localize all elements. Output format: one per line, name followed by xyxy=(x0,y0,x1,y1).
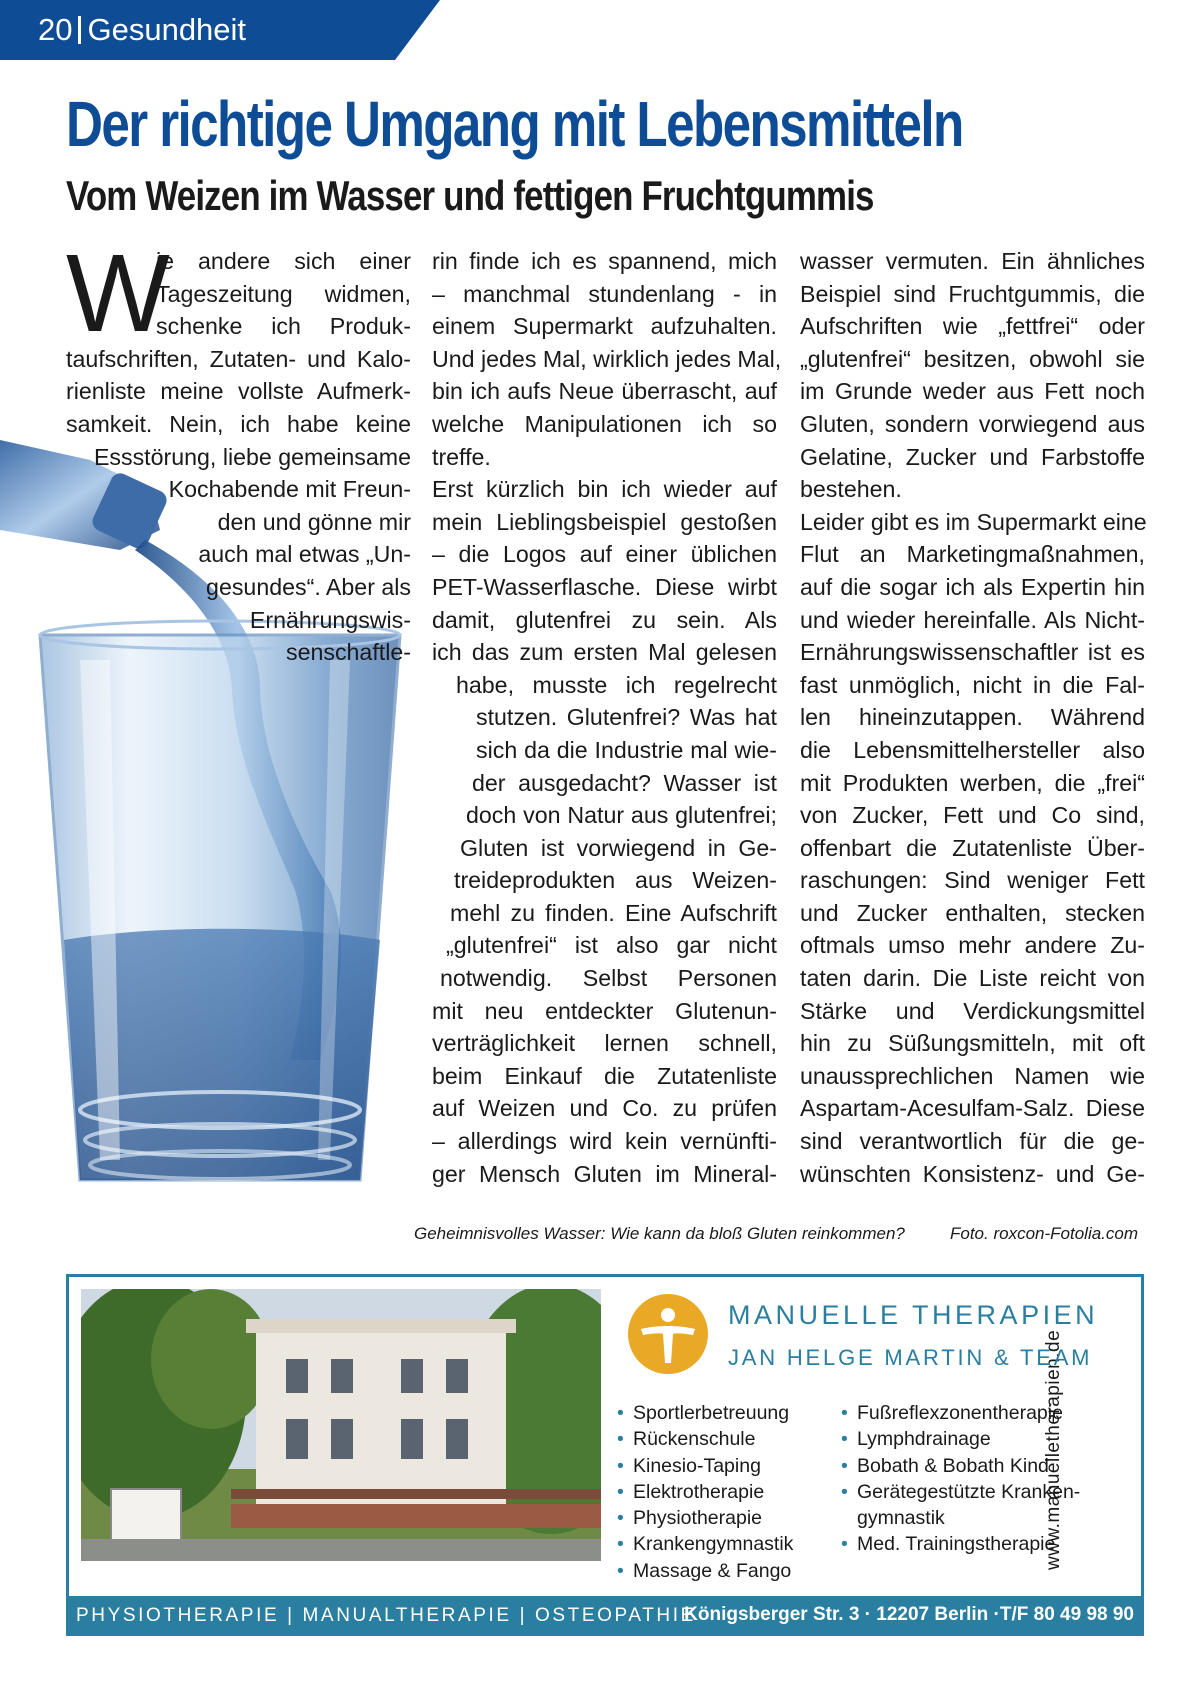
list-item: • Lymphdrainage xyxy=(841,1426,1080,1452)
text-line: von Zucker, Fett und Co sind, xyxy=(800,802,1145,829)
list-item: • Gerätegestützte Kranken- xyxy=(841,1479,1080,1505)
text-line: wünschten Konsistenz- und Ge- xyxy=(800,1160,1145,1187)
text-line: Ernährungswis- xyxy=(249,606,411,633)
list-item: • Fußreflexzonentherapie xyxy=(841,1400,1080,1426)
text-line: Flut an Marketingmaßnahmen, xyxy=(800,541,1145,568)
text-line: raschungen: Sind weniger Fett xyxy=(800,867,1145,894)
text-line: welche Manipulationen ich so xyxy=(432,410,777,437)
separator xyxy=(78,16,81,44)
practice-building-photo xyxy=(81,1289,601,1561)
text-line: „glutenfrei“ ist also gar nicht xyxy=(446,932,777,959)
text-line: verträglichkeit lernen schnell, xyxy=(432,1030,777,1057)
text-line: Ernährungswissenschaftler ist es xyxy=(800,639,1145,666)
text-line: oftmals umso mehr andere Zu- xyxy=(800,932,1145,959)
text-line: habe, musste ich regelrecht xyxy=(456,671,777,698)
list-item: • Massage & Fango xyxy=(617,1558,793,1584)
text-line: Erst kürzlich bin ich wieder auf xyxy=(432,476,777,503)
services-list-left xyxy=(617,1400,793,1584)
text-line: Essstörung, liebe gemeinsame xyxy=(93,443,411,470)
text-line: Gluten, sondern vorwiegend aus xyxy=(800,410,1145,437)
text-line: – die Logos auf einer üblichen xyxy=(432,541,777,568)
text-line: „glutenfrei“ besitzen, obwohl sie xyxy=(800,345,1145,372)
text-line: und Zucker enthalten, stecken xyxy=(800,899,1145,926)
text-line: der ausgedacht? Wasser ist xyxy=(472,769,777,796)
text-line: wasser vermuten. Ein ähnliches xyxy=(800,248,1145,274)
text-line: Kochabende mit Freun- xyxy=(168,476,411,503)
text-line: Tageszeitung widmen, xyxy=(156,280,411,307)
text-line: im Grunde weder aus Fett noch xyxy=(800,378,1145,405)
text-line: taten darin. Die Liste reicht von xyxy=(800,965,1145,992)
text-line: schenke ich Produk- xyxy=(156,313,411,340)
text-line: und wieder hereinfalle. Als Nicht- xyxy=(800,606,1145,633)
text-line: sich da die Industrie mal wie- xyxy=(476,736,777,763)
article-column-1 xyxy=(66,232,411,669)
page-number: 20 xyxy=(38,12,73,47)
manuelle-therapien-logo xyxy=(627,1293,709,1375)
text-line: doch von Natur aus glutenfrei; xyxy=(466,802,777,829)
ad-disciplines: PHYSIOTHERAPIE | MANUALTHERAPIE | OSTEOPATHIE xyxy=(76,1605,696,1626)
text-line: Stärke und Verdickungsmittel xyxy=(800,997,1145,1024)
text-line: auch mal etwas „Un- xyxy=(198,541,411,568)
text-line: auf die sogar ich als Expertin hin xyxy=(800,573,1145,600)
section-name: Gesundheit xyxy=(87,12,247,47)
text-line: senschaftle- xyxy=(285,639,411,666)
text-line: einem Supermarkt aufzuhalten. xyxy=(432,313,777,340)
list-item: gymnastik xyxy=(857,1507,945,1530)
text-line: Aufschriften wie „fettfrei“ oder xyxy=(800,313,1145,340)
text-line: sind verantwortlich für die ge- xyxy=(800,1128,1145,1155)
list-item: • Sportlerbetreuung xyxy=(617,1400,793,1426)
article-column-3 xyxy=(800,245,1145,1190)
text-line: stutzen. Glutenfrei? Was hat xyxy=(476,704,777,731)
text-line: Gelatine, Zucker und Farbstoffe xyxy=(800,443,1145,470)
article-subheadline: Vom Weizen im Wasser und fettigen Fruchtgummis xyxy=(66,172,874,219)
text-line: Beispiel sind Fruchtgummis, die xyxy=(800,280,1145,307)
text-line: notwendig. Selbst Personen xyxy=(440,965,777,992)
drop-cap: W xyxy=(66,232,170,355)
ad-footer-bar xyxy=(66,1596,1144,1636)
section-label xyxy=(38,12,246,48)
text-line: len hineinzutappen. Während xyxy=(800,704,1145,731)
list-item: • Kinesio-Taping xyxy=(617,1453,793,1479)
text-line: damit, glutenfrei zu sein. Als xyxy=(432,606,777,633)
ad-brand-name: MANUELLE THERAPIEN xyxy=(728,1300,1099,1330)
text-line: – allerdings wird kein vernünfti- xyxy=(432,1128,777,1155)
text-line: gesundes“. Aber als xyxy=(206,573,411,600)
text-line: rienliste meine vollste Aufmerk- xyxy=(66,378,411,405)
image-caption: Geheimnisvolles Wasser: Wie kann da bloß Gluten reinkommen? xyxy=(414,1224,905,1243)
text-line: – manchmal stundenlang - in xyxy=(432,280,777,307)
text-line: treideprodukten aus Weizen- xyxy=(454,867,777,894)
text-line: PET-Wasserflasche. Diese wirbt xyxy=(432,573,777,600)
list-item: • Bobath & Bobath Kind xyxy=(841,1453,1080,1479)
ad-owner-name: JAN HELGE MARTIN & TEAM xyxy=(728,1345,1093,1370)
list-item: • Physiotherapie xyxy=(617,1505,793,1531)
list-item: • Krankengymnastik xyxy=(617,1531,793,1557)
text-line: rin finde ich es spannend, mich xyxy=(432,248,777,274)
text-line: taufschriften, Zutaten- und Kalo- xyxy=(66,345,411,372)
text-line: Aspartam-Acesulfam-Salz. Diese xyxy=(800,1095,1145,1122)
website-url[interactable]: www.manuelletherapien.de xyxy=(1043,1329,1064,1570)
text-line: die Lebensmittelhersteller also xyxy=(800,736,1145,763)
text-line: Leider gibt es im Supermarkt eine xyxy=(800,508,1147,535)
services-list-right xyxy=(841,1400,1080,1558)
text-line: offenbart die Zutatenliste Über- xyxy=(800,834,1145,861)
text-line: auf Weizen und Co. zu prüfen xyxy=(432,1095,777,1122)
list-item: • Elektrotherapie xyxy=(617,1479,793,1505)
text-line: samkeit. Nein, ich habe keine xyxy=(66,410,411,437)
text-line: Und jedes Mal, wirklich jedes Mal, xyxy=(432,345,782,372)
text-line: bin ich aufs Neue überrascht, auf xyxy=(432,378,777,405)
photo-credit: Foto. roxcon-Fotolia.com xyxy=(950,1224,1139,1243)
text-line: treffe. xyxy=(432,443,491,470)
text-line: ich das zum ersten Mal gelesen xyxy=(432,639,777,666)
list-item: • Med. Trainingstherapie xyxy=(841,1531,1080,1557)
text-line: mein Lieblingsbeispiel gestoßen xyxy=(432,508,777,535)
text-line: mehl zu finden. Eine Aufschrift xyxy=(450,899,777,926)
text-line: ie andere sich einer xyxy=(156,248,411,274)
text-line: bestehen. xyxy=(800,476,902,503)
text-line: beim Einkauf die Zutatenliste xyxy=(432,1062,777,1089)
text-line: den und gönne mir xyxy=(217,508,411,535)
text-line: unaussprechlichen Namen wie xyxy=(800,1062,1145,1089)
article-column-2 xyxy=(432,245,782,1190)
text-line: Gluten ist vorwiegend in Ge- xyxy=(460,834,777,861)
article-headline: Der richtige Umgang mit Lebensmitteln xyxy=(66,88,963,160)
text-line: hin zu Süßungsmitteln, mit oft xyxy=(800,1030,1145,1057)
text-line: ger Mensch Gluten im Mineral- xyxy=(432,1160,777,1187)
text-line: mit Produkten werben, die „frei“ xyxy=(800,769,1145,796)
ad-address: Königsberger Str. 3 · 12207 Berlin ·T/F 80 49 98 90 xyxy=(684,1604,1134,1625)
text-line: fast unmöglich, nicht in die Fal- xyxy=(800,671,1145,698)
text-line: mit neu entdeckter Glutenun- xyxy=(432,997,777,1024)
list-item: • Rückenschule xyxy=(617,1426,793,1452)
